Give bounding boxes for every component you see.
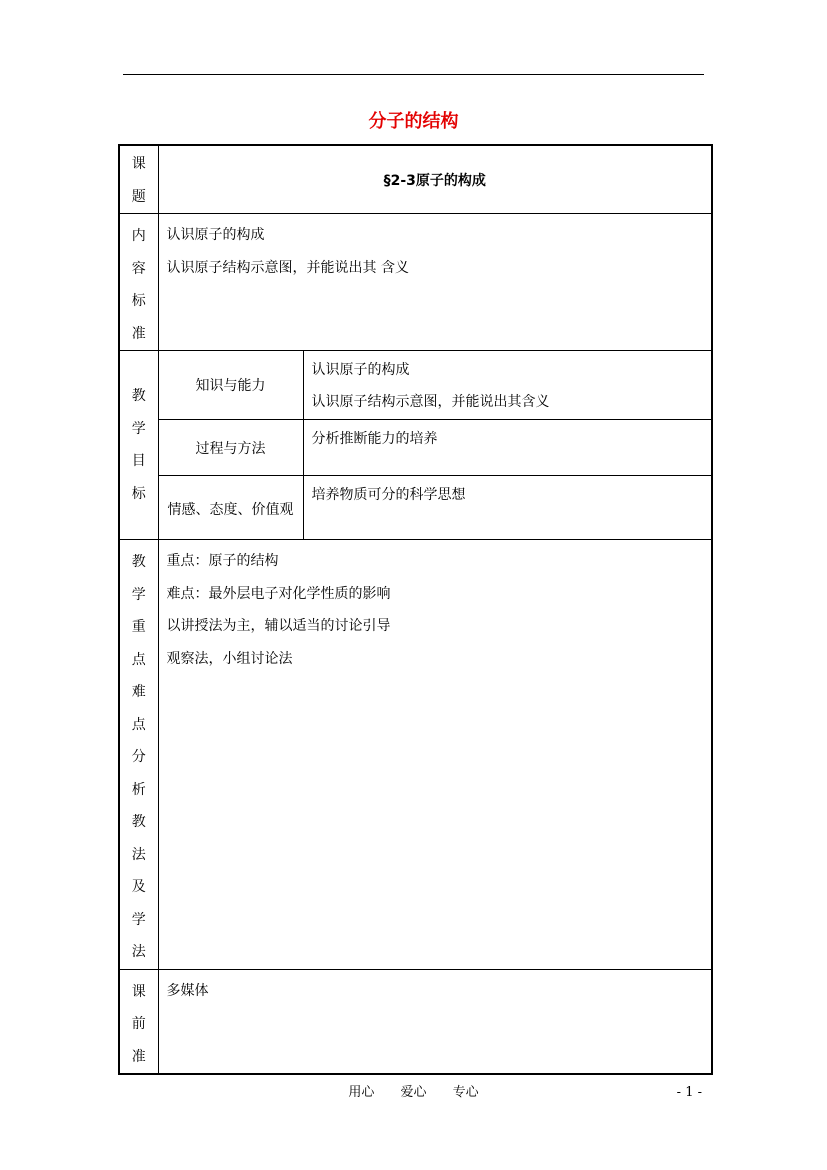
header-rule [123, 74, 704, 75]
goal-text-knowledge: 认识原子的构成 认识原子结构示意图，并能说出其含义 [303, 351, 712, 420]
key-points-text: 重点：原子的结构 难点：最外层电子对化学性质的影响 以讲授法为主，辅以适当的讨论引导 观察法，小组讨论法 [158, 540, 712, 970]
goal-text-attitude: 培养物质可分的科学思想 [303, 476, 712, 540]
topic-value: §2-3原子的构成 [158, 145, 712, 214]
content-standard-label: 内 容 标 准 [119, 214, 158, 351]
goal-text-process: 分析推断能力的培养 [303, 420, 712, 476]
key-points-row [119, 540, 712, 970]
preparation-text: 多媒体 [158, 969, 712, 1074]
goal-row-process [119, 420, 712, 476]
goal-name-process: 过程与方法 [158, 420, 303, 476]
footer-motto: 用心 爱心 专心 [348, 1085, 479, 1100]
goal-name-knowledge: 知识与能力 [158, 351, 303, 420]
goal-name-attitude: 情感、态度、价值观 [158, 476, 303, 540]
goals-label: 教 学 目 标 [119, 351, 158, 540]
topic-row [119, 145, 712, 214]
key-points-label: 教 学 重 点 难 点 分 析 教 法 及 学 法 [119, 540, 158, 970]
preparation-label: 课 前 准 [119, 969, 158, 1074]
page-number: - 1 - [676, 1085, 702, 1100]
preparation-row [119, 969, 712, 1074]
content-standard-text: 认识原子的构成 认识原子结构示意图，并能说出其 含义 [158, 214, 712, 351]
document-title: 分子的结构 [368, 111, 459, 132]
goal-row-knowledge [119, 351, 712, 420]
topic-label: 课 题 [119, 145, 158, 214]
content-standard-row [119, 214, 712, 351]
goal-row-attitude [119, 476, 712, 540]
lesson-plan-table [118, 144, 713, 1075]
